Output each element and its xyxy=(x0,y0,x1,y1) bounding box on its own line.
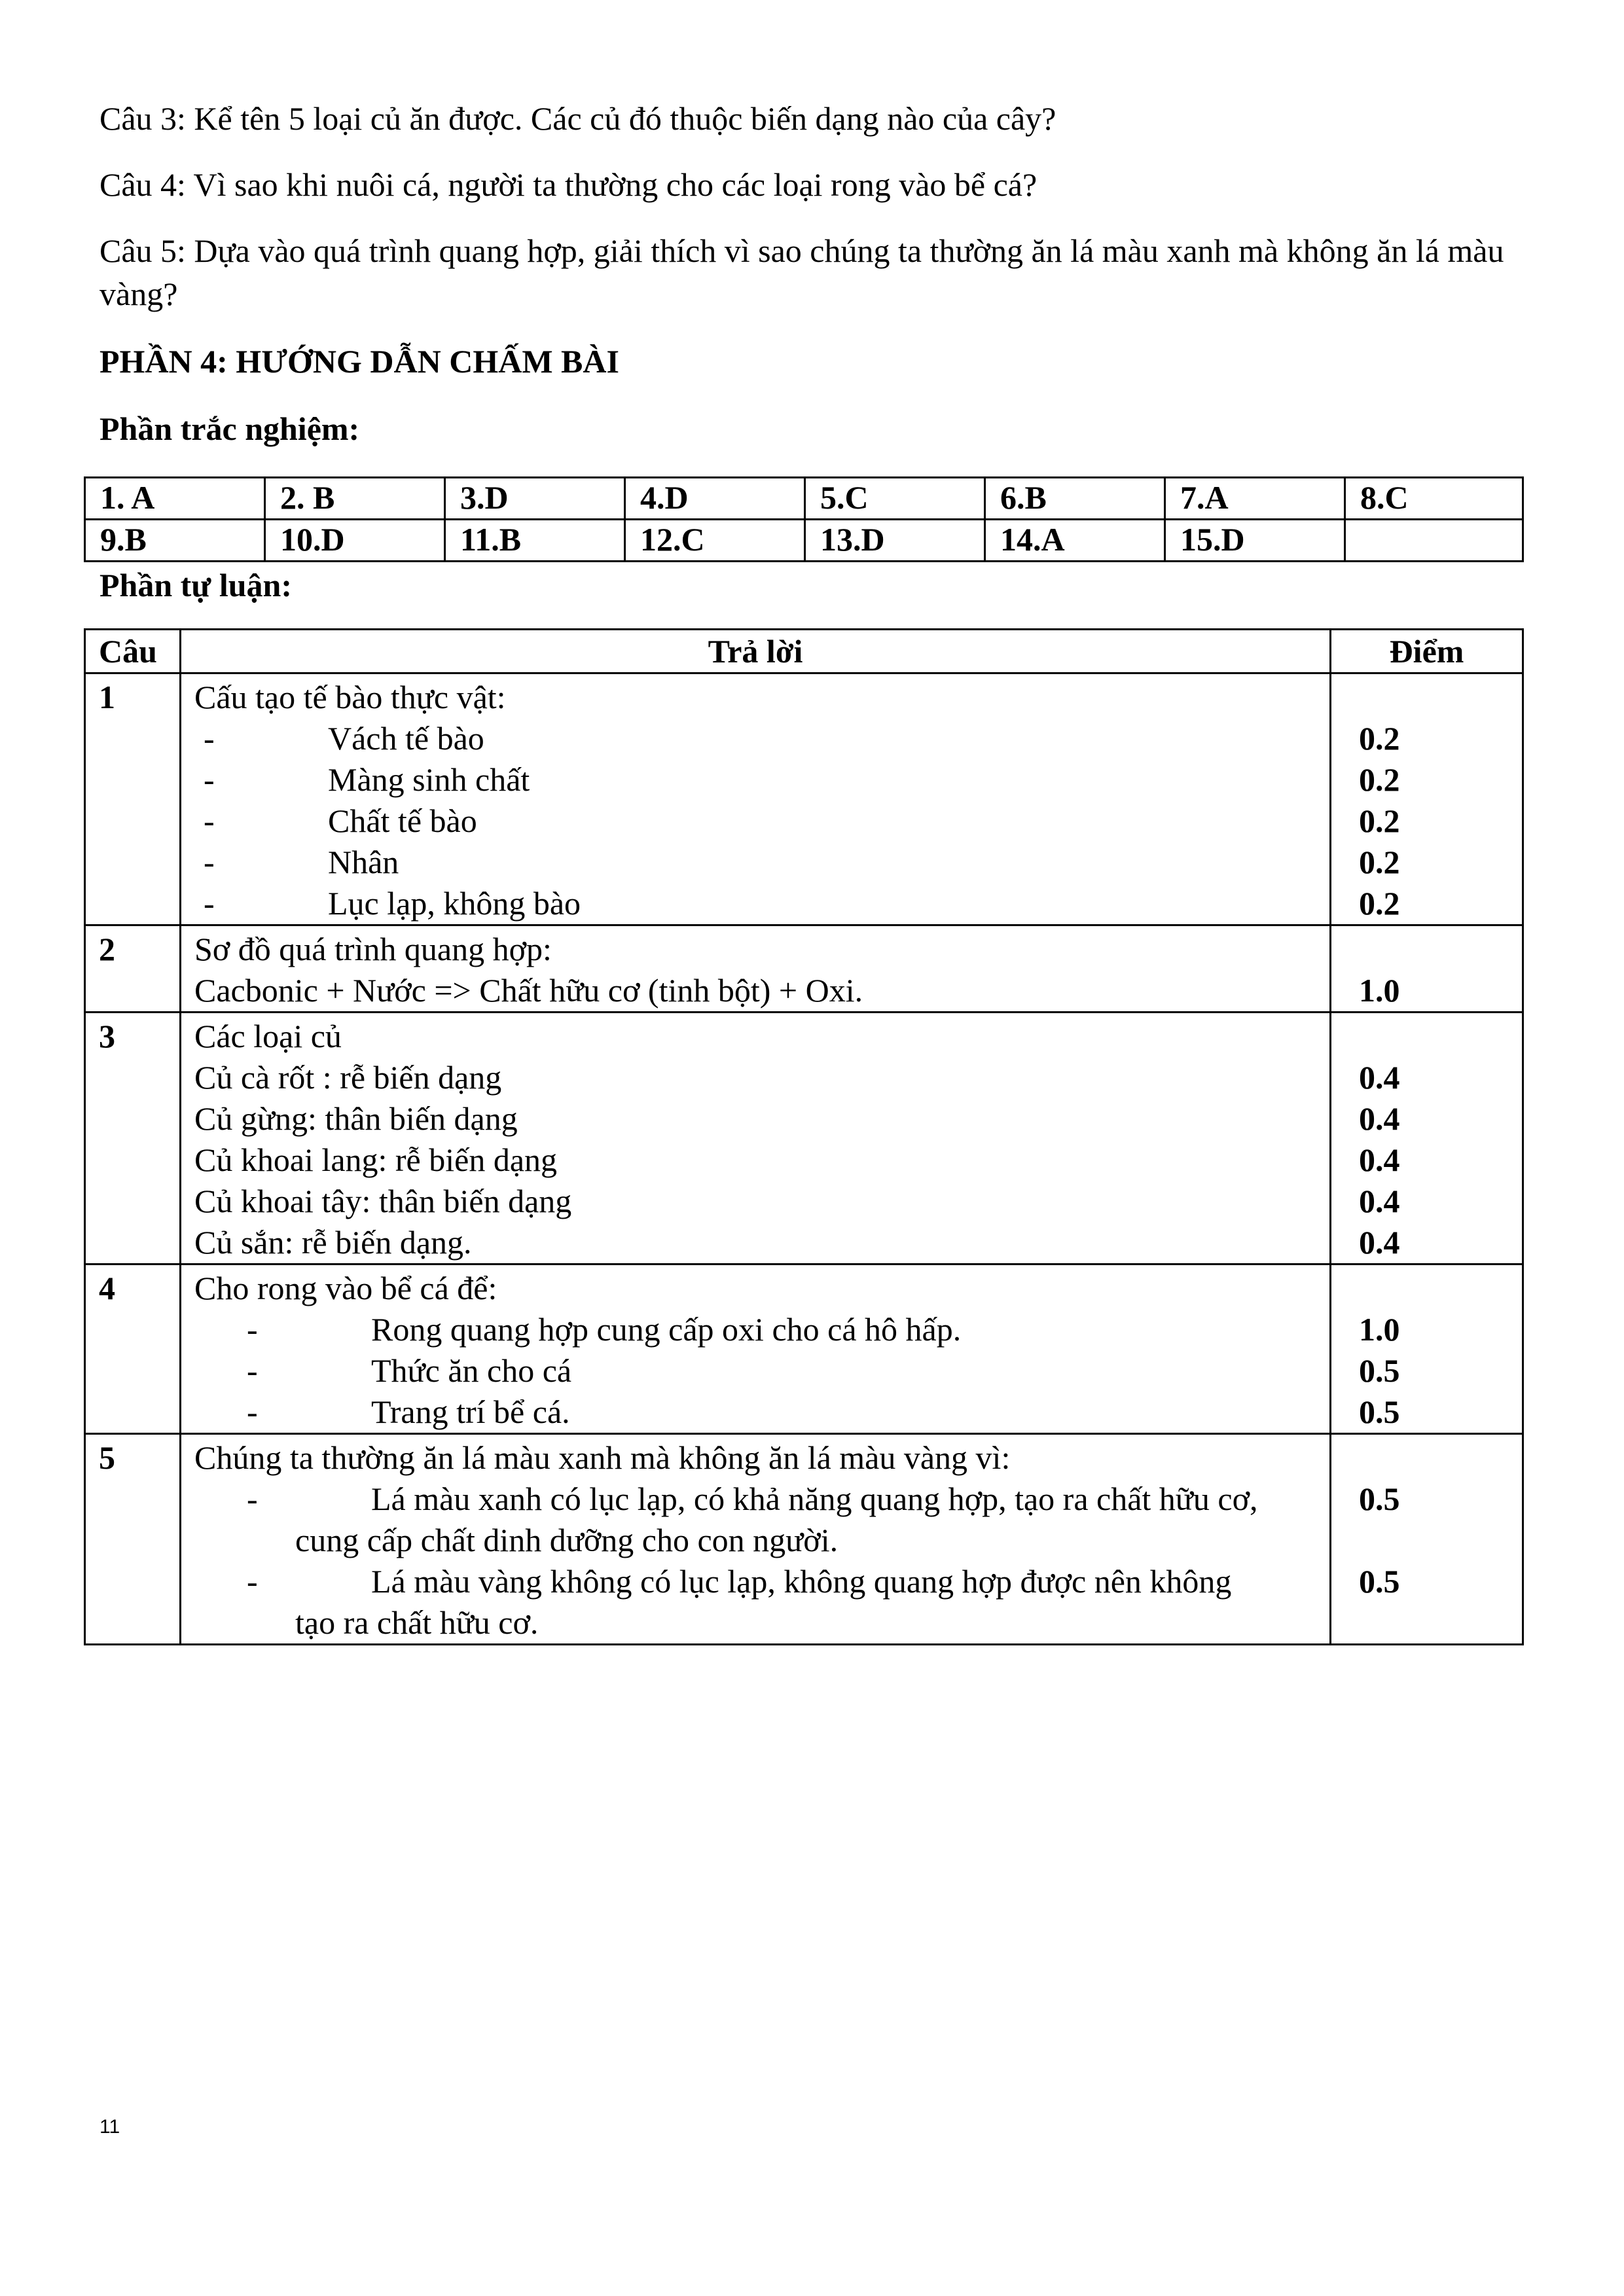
mc-answer-cell: 9.B xyxy=(85,520,265,562)
answer-text: Rong quang hợp cung cấp oxi cho cá hô hấp. xyxy=(371,1311,962,1348)
points-value: 0.5 xyxy=(1359,1352,1400,1389)
answer-line xyxy=(194,1561,1329,1602)
answer-line xyxy=(194,1057,1329,1098)
bullet-dash: - xyxy=(247,1563,258,1600)
answer-text: Củ khoai tây: thân biến dạng xyxy=(194,1183,572,1219)
points-value: 1.0 xyxy=(1359,972,1400,1009)
answer-line xyxy=(194,718,1329,759)
answer-line xyxy=(194,1350,1329,1391)
answer-intro: Các loại củ xyxy=(194,1018,342,1054)
points-cell xyxy=(1331,925,1523,1013)
answer-line xyxy=(194,800,1329,842)
answer-line xyxy=(194,1098,1329,1139)
bullet-dash: - xyxy=(247,1393,258,1430)
answer-line xyxy=(194,842,1329,883)
essay-heading: Phần tự luận: xyxy=(99,567,292,603)
answer-text: Lá màu vàng không có lục lạp, không quang hợp được nên không xyxy=(371,1563,1232,1600)
bullet-dash: - xyxy=(247,1480,258,1517)
question-3: Câu 3: Kể tên 5 loại củ ăn được. Các củ đó thuộc biến dạng nào của cây? xyxy=(99,100,1056,137)
answer-line xyxy=(194,970,1329,1011)
bullet-dash: - xyxy=(247,1311,258,1348)
bullet-dash: - xyxy=(204,761,215,798)
points-value: 0.2 xyxy=(1359,802,1400,839)
bullet-dash: - xyxy=(247,1352,258,1389)
mc-answer-cell: 13.D xyxy=(805,520,985,562)
points-value: 0.4 xyxy=(1359,1100,1400,1137)
answer-cell xyxy=(181,1265,1331,1434)
answer-continuation: tạo ra chất hữu cơ. xyxy=(295,1604,539,1641)
points-value: 0.2 xyxy=(1359,761,1400,798)
essay-row xyxy=(85,925,1523,1013)
points-value: 0.5 xyxy=(1359,1563,1400,1600)
mc-row xyxy=(85,520,1523,562)
answer-text: Màng sinh chất xyxy=(328,761,530,798)
bullet-dash: - xyxy=(204,844,215,880)
mc-answer-cell: 11.B xyxy=(445,520,625,562)
points-value: 0.4 xyxy=(1359,1141,1400,1178)
question-number: 3 xyxy=(85,1013,181,1265)
question-5: Câu 5: Dựa vào quá trình quang hợp, giải thích vì sao chúng ta thường ăn lá màu xanh mà không ăn lá màu vàng? xyxy=(99,232,1504,312)
points-cell xyxy=(1331,1434,1523,1645)
question-number: 5 xyxy=(85,1434,181,1645)
answer-intro: Cấu tạo tế bào thực vật: xyxy=(194,679,506,715)
points-value: 0.5 xyxy=(1359,1480,1400,1517)
bullet-dash: - xyxy=(204,802,215,839)
answer-text: Củ cà rốt : rễ biến dạng xyxy=(194,1059,502,1096)
points-value: 0.5 xyxy=(1359,1393,1400,1430)
answer-text: Củ gừng: thân biến dạng xyxy=(194,1100,518,1137)
header-tra-loi: Trả lời xyxy=(181,630,1331,673)
question-number: 2 xyxy=(85,925,181,1013)
header-cau: Câu xyxy=(85,630,181,673)
answer-line xyxy=(194,759,1329,800)
essay-grading-table xyxy=(84,628,1524,1645)
points-value: 0.2 xyxy=(1359,720,1400,757)
essay-row xyxy=(85,673,1523,925)
answer-cell xyxy=(181,673,1331,925)
answer-text: Vách tế bào xyxy=(328,720,484,757)
answer-cell xyxy=(181,925,1331,1013)
mc-row xyxy=(85,478,1523,520)
answer-text: Củ sắn: rễ biến dạng. xyxy=(194,1224,472,1261)
mc-answer-cell: 2. B xyxy=(265,478,445,520)
answer-text: Thức ăn cho cá xyxy=(371,1352,572,1389)
points-cell xyxy=(1331,1265,1523,1434)
answer-line xyxy=(194,1479,1329,1520)
answer-intro: Chúng ta thường ăn lá màu xanh mà không ăn lá màu vàng vì: xyxy=(194,1439,1011,1476)
answer-line xyxy=(194,1139,1329,1181)
answer-intro: Sơ đồ quá trình quang hợp: xyxy=(194,931,552,967)
bullet-dash: - xyxy=(204,720,215,757)
mc-answer-cell: 8.C xyxy=(1345,478,1523,520)
answer-line xyxy=(194,1181,1329,1222)
points-value: 1.0 xyxy=(1359,1311,1400,1348)
points-cell xyxy=(1331,1013,1523,1265)
question-number: 4 xyxy=(85,1265,181,1434)
essay-row xyxy=(85,1265,1523,1434)
mc-heading: Phần trắc nghiệm: xyxy=(99,410,360,447)
mc-answer-cell: 1. A xyxy=(85,478,265,520)
points-cell xyxy=(1331,673,1523,925)
points-value: 0.2 xyxy=(1359,885,1400,922)
essay-row xyxy=(85,1434,1523,1645)
question-4: Câu 4: Vì sao khi nuôi cá, người ta thường cho các loại rong vào bể cá? xyxy=(99,166,1038,203)
answer-line xyxy=(194,1222,1329,1263)
essay-row xyxy=(85,1013,1523,1265)
mc-answer-cell: 10.D xyxy=(265,520,445,562)
question-number: 1 xyxy=(85,673,181,925)
answer-line xyxy=(194,1391,1329,1433)
answer-text: Nhân xyxy=(328,844,399,880)
answer-line xyxy=(194,1309,1329,1350)
section-title: PHẦN 4: HƯỚNG DẪN CHẤM BÀI xyxy=(99,343,619,380)
essay-header-row xyxy=(85,630,1523,673)
answer-continuation: cung cấp chất dinh dưỡng cho con người. xyxy=(295,1522,839,1558)
answer-text: Chất tế bào xyxy=(328,802,477,839)
answer-text: Cacbonic + Nước => Chất hữu cơ (tinh bột) + Oxi. xyxy=(194,972,863,1009)
bullet-dash: - xyxy=(204,885,215,922)
header-diem: Điểm xyxy=(1331,630,1523,673)
page-number: 11 xyxy=(99,2116,120,2138)
answer-cell xyxy=(181,1013,1331,1265)
mc-answer-cell: 14.A xyxy=(985,520,1165,562)
answer-line xyxy=(194,883,1329,924)
mc-answer-cell: 6.B xyxy=(985,478,1165,520)
answer-text: Lục lạp, không bào xyxy=(328,885,581,922)
mc-answer-cell xyxy=(1345,520,1523,562)
mc-answer-cell: 7.A xyxy=(1165,478,1345,520)
answer-intro: Cho rong vào bể cá để: xyxy=(194,1270,497,1306)
mc-answer-cell: 5.C xyxy=(805,478,985,520)
answer-text: Củ khoai lang: rễ biến dạng xyxy=(194,1141,558,1178)
answer-text: Lá màu xanh có lục lạp, có khả năng quang hợp, tạo ra chất hữu cơ, xyxy=(371,1480,1258,1517)
multiple-choice-answer-table xyxy=(84,476,1524,562)
answer-cell xyxy=(181,1434,1331,1645)
points-value: 0.2 xyxy=(1359,844,1400,880)
mc-answer-cell: 4.D xyxy=(625,478,805,520)
points-value: 0.4 xyxy=(1359,1224,1400,1261)
mc-answer-cell: 3.D xyxy=(445,478,625,520)
points-value: 0.4 xyxy=(1359,1183,1400,1219)
mc-answer-cell: 15.D xyxy=(1165,520,1345,562)
answer-text: Trang trí bể cá. xyxy=(371,1393,570,1430)
mc-answer-cell: 12.C xyxy=(625,520,805,562)
points-value: 0.4 xyxy=(1359,1059,1400,1096)
